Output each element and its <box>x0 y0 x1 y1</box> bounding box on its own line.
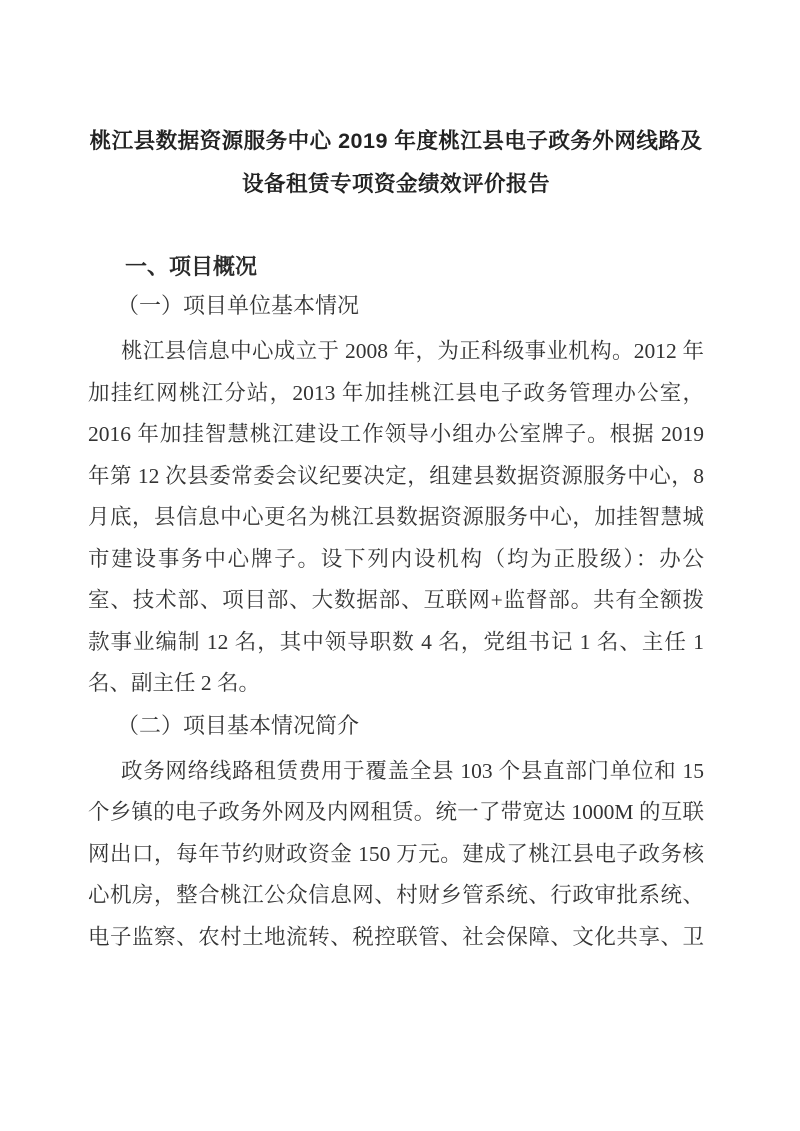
paragraph-line: 个乡镇的电子政务外网及内网租赁。统一了带宽达 1000M 的互联 <box>88 800 704 824</box>
paragraph-line: 名、副主任 2 名。 <box>88 671 261 695</box>
document-body <box>88 249 704 958</box>
paragraph-line: 政务网络线路租赁费用于覆盖全县 103 个县直部门单位和 15 <box>121 758 704 783</box>
subsection-heading: （一）项目单位基本情况 <box>117 293 360 318</box>
body-paragraph <box>88 331 704 705</box>
report-title <box>88 120 704 206</box>
paragraph-line: 网出口，每年节约财政资金 150 万元。建成了桃江县电子政务核 <box>88 841 704 866</box>
paragraph-line: 年第 12 次县委常委会议纪要决定，组建县数据资源服务中心，8 <box>88 463 704 488</box>
paragraph-line: 室、技术部、项目部、大数据部、互联网+监督部。共有全额拨 <box>88 588 704 612</box>
paragraph-line: 加挂红网桃江分站，2013 年加挂桃江县电子政务管理办公室， <box>88 380 704 405</box>
paragraph-line: 市建设事务中心牌子。设下列内设机构（均为正股级）：办公 <box>88 546 704 571</box>
paragraph-line: 桃江县信息中心成立于 2008 年，为正科级事业机构。2012 年 <box>121 339 704 363</box>
paragraph-line: 款事业编制 12 名，其中领导职数 4 名，党组书记 1 名、主任 1 <box>88 629 704 654</box>
body-paragraph <box>88 751 704 959</box>
paragraph-line: 月底，县信息中心更名为桃江县数据资源服务中心，加挂智慧城 <box>88 505 704 529</box>
paragraph-line: 2016 年加挂智慧桃江建设工作领导小组办公室牌子。根据 2019 <box>88 422 704 446</box>
subsection-heading: （二）项目基本情况简介 <box>117 712 360 738</box>
section-heading: 一、项目概况 <box>125 254 258 279</box>
document-content <box>0 120 800 958</box>
paragraph-line: 电子监察、农村土地流转、税控联管、社会保障、文化共享、卫 <box>88 924 704 949</box>
report-title-line: 桃江县数据资源服务中心 2019 年度桃江县电子政务外网线路及 <box>89 129 703 153</box>
paragraph-line: 心机房，整合桃江公众信息网、村财乡管系统、行政审批系统、 <box>88 883 704 907</box>
report-title-line: 设备租赁专项资金绩效评价报告 <box>241 172 550 196</box>
